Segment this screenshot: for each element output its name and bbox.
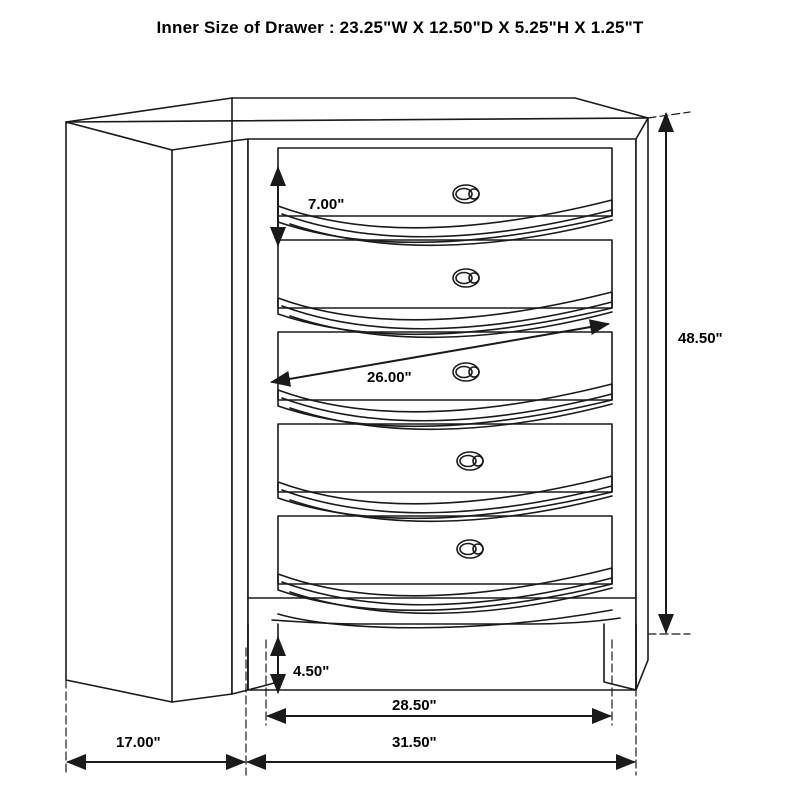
- dim-label-drawer-height: 7.00": [308, 196, 345, 213]
- dim-label-drawer-front-width: 26.00": [367, 369, 412, 386]
- dim-label-leg-height: 4.50": [293, 663, 330, 680]
- dim-label-side-depth: 17.00": [116, 734, 161, 751]
- dim-label-overall-width: 31.50": [392, 734, 437, 751]
- dim-label-overall-height: 48.50": [678, 330, 723, 347]
- dim-label-front-width: 28.50": [392, 697, 437, 714]
- page-title: Inner Size of Drawer : 23.25"W X 12.50"D X 5.25"H X 1.25"T: [156, 18, 644, 37]
- dim-overall-height: [648, 112, 690, 634]
